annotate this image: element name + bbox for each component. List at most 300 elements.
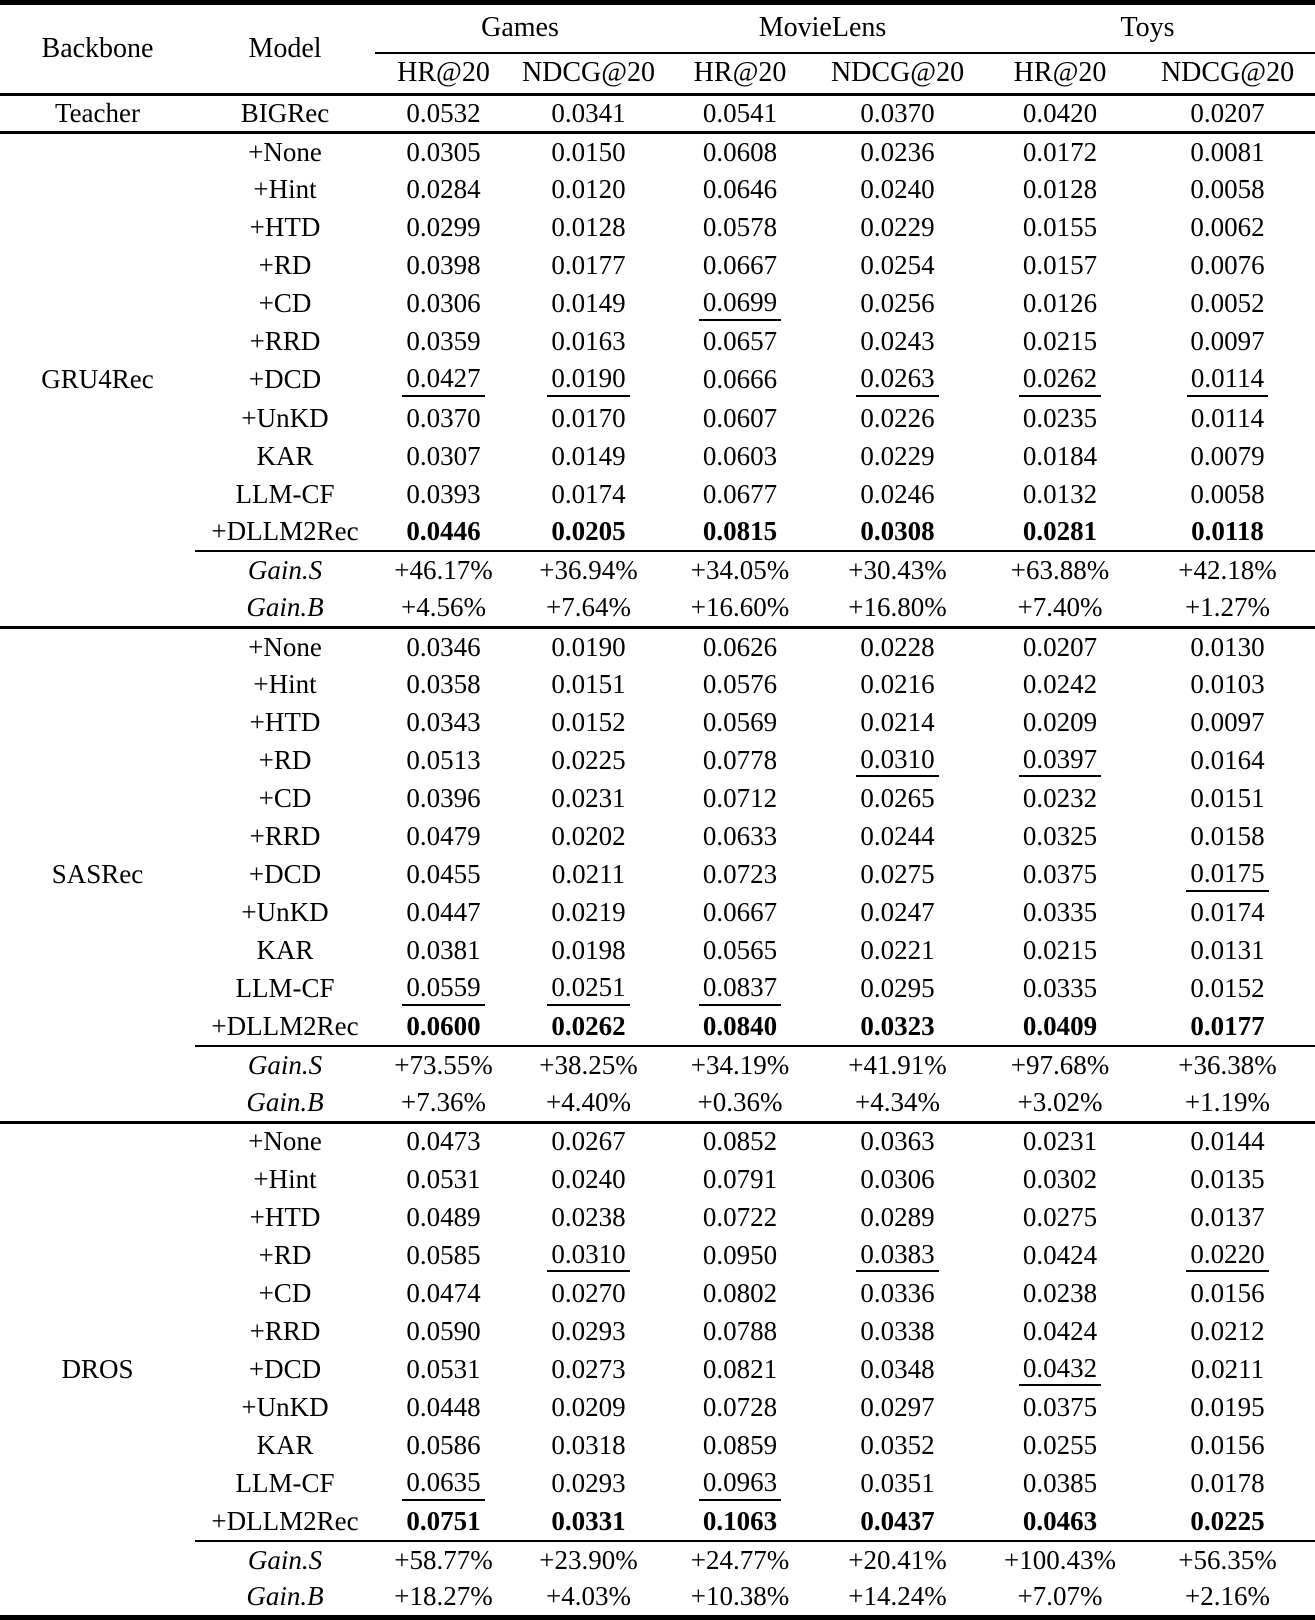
gain-label: Gain.S — [195, 1046, 375, 1084]
metric-value: 0.0778 — [702, 745, 778, 776]
metric-cell — [1140, 247, 1315, 285]
metric-cell — [980, 323, 1140, 361]
metric-cell — [980, 742, 1140, 780]
metric-value: +10.38% — [690, 1581, 790, 1612]
group-header-movielens: MovieLens — [665, 3, 980, 53]
metric-cell — [1140, 704, 1315, 742]
metric-cell — [1140, 1198, 1315, 1236]
metric-cell — [1140, 399, 1315, 437]
metric-cell — [665, 780, 815, 818]
model-label: +CD — [258, 1277, 312, 1308]
metric-value: 0.0207 — [1190, 98, 1265, 129]
metric-cell — [375, 1236, 512, 1274]
gain-label: Gain.S — [195, 1541, 375, 1579]
metric-cell — [375, 1427, 512, 1465]
metric-value: 0.0076 — [1190, 250, 1265, 281]
metric-value: 0.0607 — [702, 402, 778, 433]
metric-value: +18.27% — [394, 1581, 493, 1612]
model-label: +UnKD — [241, 402, 329, 433]
metric-value: +20.41% — [848, 1544, 947, 1575]
metric-value: 0.0532 — [406, 98, 481, 129]
model-label: +HTD — [249, 1201, 321, 1232]
metric-value: 0.0646 — [702, 174, 778, 205]
metric-cell — [375, 780, 512, 818]
metric-cell — [1140, 1427, 1315, 1465]
metric-cell — [375, 704, 512, 742]
metric-value: +7.64% — [546, 592, 631, 623]
metric-value: 0.0325 — [1022, 821, 1098, 852]
metric-value: 0.0318 — [551, 1430, 626, 1461]
metric-cell — [665, 1427, 815, 1465]
metric-value: 0.0170 — [551, 402, 626, 433]
metric-cell — [512, 1046, 665, 1084]
gain-label: Gain.B — [246, 1581, 324, 1612]
table-row — [0, 665, 1315, 703]
metric-value: 0.0398 — [406, 250, 481, 281]
metric-cell — [815, 437, 980, 475]
metric-value: 0.0052 — [1190, 288, 1265, 319]
metric-cell — [375, 551, 512, 589]
metric-cell — [512, 475, 665, 513]
table-row — [0, 627, 1315, 665]
metric-value: 0.0205 — [551, 516, 626, 547]
metric-value: 0.0132 — [1022, 478, 1098, 509]
metric-cell — [375, 209, 512, 247]
metric-value: +4.40% — [546, 1086, 631, 1117]
metric-cell — [665, 1351, 815, 1389]
metric-value: 0.0463 — [1022, 1505, 1098, 1536]
metric-value: 0.0215 — [1022, 935, 1098, 966]
metric-value: +4.34% — [855, 1086, 940, 1117]
metric-cell — [1140, 780, 1315, 818]
metric-value: 0.0263 — [856, 364, 938, 397]
model-label: +Hint — [253, 1163, 317, 1194]
metric-value: 0.0815 — [702, 516, 778, 547]
metric-value: 0.0531 — [406, 1354, 481, 1385]
metric-value: 0.0275 — [1022, 1201, 1098, 1232]
metric-cell — [815, 1389, 980, 1427]
metric-cell — [512, 970, 665, 1008]
model-label: +UnKD — [241, 897, 329, 928]
metric-value: 0.0149 — [551, 288, 626, 319]
metric-value: 0.0306 — [860, 1163, 935, 1194]
metric-value: +56.35% — [1178, 1544, 1277, 1575]
metric-value: 0.0635 — [402, 1468, 484, 1501]
metric-cell — [375, 1160, 512, 1198]
metric-cell — [512, 1236, 665, 1274]
metric-cell — [980, 1160, 1140, 1198]
metric-cell — [665, 247, 815, 285]
metric-value: 0.0240 — [551, 1163, 626, 1194]
metric-value: 0.0058 — [1190, 174, 1265, 205]
metric-value: 0.0432 — [1019, 1354, 1101, 1387]
metric-value: 0.0541 — [702, 98, 778, 129]
metric-cell — [980, 1579, 1140, 1618]
metric-value: 0.0352 — [860, 1430, 935, 1461]
metric-cell — [665, 627, 815, 665]
table-row — [0, 1541, 1315, 1579]
metric-value: 0.0262 — [1019, 364, 1101, 397]
metric-value: 0.0385 — [1022, 1468, 1098, 1499]
metric-value: +30.43% — [848, 555, 947, 586]
metric-cell — [815, 513, 980, 551]
table-row — [0, 1503, 1315, 1541]
metric-cell — [815, 1351, 980, 1389]
metric-value: 0.0152 — [551, 707, 626, 738]
metric-value: 0.0243 — [860, 326, 935, 357]
metric-cell — [375, 932, 512, 970]
model-label: LLM-CF — [235, 973, 335, 1004]
metric-cell — [375, 133, 512, 171]
metric-cell — [980, 1274, 1140, 1312]
group-header-games: Games — [375, 3, 665, 53]
metric-value: 0.0172 — [1022, 136, 1098, 167]
metric-cell — [1140, 133, 1315, 171]
metric-cell — [815, 780, 980, 818]
metric-value: 0.0310 — [547, 1240, 629, 1273]
metric-value: 0.0097 — [1190, 326, 1265, 357]
col-header-backbone: Backbone — [41, 33, 154, 64]
metric-value: 0.0236 — [860, 136, 935, 167]
metric-value: 0.0840 — [702, 1011, 778, 1042]
metric-value: 0.0254 — [860, 250, 935, 281]
metric-cell — [665, 171, 815, 209]
model-label: +RD — [258, 250, 312, 281]
metric-cell — [512, 856, 665, 894]
metric-cell — [1140, 970, 1315, 1008]
metric-value: 0.0267 — [551, 1126, 626, 1157]
metric-cell — [512, 1541, 665, 1579]
metric-value: 0.0293 — [551, 1468, 626, 1499]
metric-value: 0.0251 — [547, 973, 629, 1006]
metric-value: 0.0262 — [551, 1011, 626, 1042]
metric-cell — [815, 932, 980, 970]
metric-cell — [815, 323, 980, 361]
table-row — [0, 970, 1315, 1008]
metric-value: +2.16% — [1185, 1581, 1270, 1612]
metric-value: +36.94% — [539, 555, 638, 586]
metric-cell — [815, 95, 980, 133]
metric-cell — [1140, 1503, 1315, 1541]
metric-value: 0.0393 — [406, 478, 481, 509]
model-label: +DLLM2Rec — [211, 1011, 359, 1042]
table-row — [0, 1008, 1315, 1046]
metric-cell — [512, 780, 665, 818]
col-header-movielens-hr20: HR@20 — [693, 57, 787, 89]
metric-value: 0.0424 — [1022, 1316, 1098, 1347]
metric-value: 0.0723 — [702, 859, 778, 890]
metric-cell — [1140, 1351, 1315, 1389]
metric-cell — [512, 665, 665, 703]
metric-cell — [665, 1046, 815, 1084]
backbone-label: Teacher — [0, 95, 195, 133]
metric-value: 0.0221 — [860, 935, 935, 966]
table-row — [0, 1579, 1315, 1618]
metric-cell — [980, 285, 1140, 323]
metric-cell — [665, 1008, 815, 1046]
metric-value: 0.0238 — [1022, 1277, 1098, 1308]
metric-cell — [375, 1541, 512, 1579]
metric-cell — [815, 704, 980, 742]
metric-value: 0.1063 — [702, 1505, 778, 1536]
table-row — [0, 1427, 1315, 1465]
metric-value: 0.0447 — [406, 897, 481, 928]
metric-cell — [375, 627, 512, 665]
metric-value: 0.0852 — [702, 1126, 778, 1157]
metric-cell — [1140, 475, 1315, 513]
metric-value: 0.0212 — [1190, 1316, 1265, 1347]
metric-value: 0.0343 — [406, 707, 481, 738]
metric-value: 0.0375 — [1022, 1392, 1098, 1423]
metric-value: 0.0306 — [406, 288, 481, 319]
metric-cell — [512, 1465, 665, 1503]
metric-value: 0.0788 — [702, 1316, 778, 1347]
table-row — [0, 742, 1315, 780]
metric-cell — [815, 1084, 980, 1122]
table-row — [0, 551, 1315, 589]
model-label: +None — [195, 1122, 375, 1160]
metric-value: 0.0348 — [860, 1354, 935, 1385]
model-label: +DLLM2Rec — [211, 516, 359, 547]
metric-cell — [1140, 285, 1315, 323]
metric-cell — [665, 932, 815, 970]
metric-cell — [375, 247, 512, 285]
metric-value: 0.0335 — [1022, 973, 1098, 1004]
metric-value: 0.0228 — [860, 631, 935, 662]
metric-cell — [815, 209, 980, 247]
table-row — [0, 513, 1315, 551]
metric-cell — [980, 1046, 1140, 1084]
table-row — [0, 818, 1315, 856]
metric-cell — [665, 1084, 815, 1122]
metric-value: 0.0255 — [1022, 1430, 1098, 1461]
metric-cell — [815, 171, 980, 209]
metric-cell — [815, 551, 980, 589]
metric-cell — [980, 1351, 1140, 1389]
metric-cell — [980, 818, 1140, 856]
metric-cell — [980, 513, 1140, 551]
model-label: +HTD — [249, 707, 321, 738]
metric-value: 0.0370 — [860, 98, 935, 129]
metric-value: 0.0209 — [551, 1392, 626, 1423]
col-header-toys-ndcg20: NDCG@20 — [1160, 57, 1295, 89]
metric-cell — [815, 856, 980, 894]
metric-value: 0.0216 — [860, 668, 935, 699]
metric-value: +46.17% — [394, 555, 493, 586]
metric-cell — [1140, 361, 1315, 399]
metric-value: 0.0513 — [406, 745, 481, 776]
metric-value: 0.0299 — [406, 212, 481, 243]
metric-value: 0.0375 — [1022, 859, 1098, 890]
metric-value: 0.0363 — [860, 1126, 935, 1157]
metric-value: 0.0120 — [551, 174, 626, 205]
metric-value: +100.43% — [1004, 1544, 1116, 1575]
metric-value: 0.0633 — [702, 821, 778, 852]
table-row — [0, 856, 1315, 894]
metric-cell — [980, 209, 1140, 247]
table-row — [0, 1160, 1315, 1198]
metric-value: 0.0293 — [551, 1316, 626, 1347]
metric-value: +34.19% — [690, 1050, 790, 1081]
model-label: +RD — [258, 745, 312, 776]
metric-cell — [375, 1503, 512, 1541]
metric-cell — [1140, 665, 1315, 703]
model-label: KAR — [256, 1430, 314, 1461]
table-row — [0, 475, 1315, 513]
table-row — [0, 1313, 1315, 1351]
metric-value: 0.0126 — [1022, 288, 1098, 319]
metric-value: 0.0963 — [699, 1468, 781, 1501]
metric-cell — [1140, 171, 1315, 209]
table-row — [0, 95, 1315, 133]
metric-cell — [815, 742, 980, 780]
metric-value: 0.0446 — [406, 516, 481, 547]
table-row — [0, 437, 1315, 475]
metric-cell — [815, 1313, 980, 1351]
metric-cell — [375, 171, 512, 209]
metric-cell — [980, 894, 1140, 932]
metric-value: 0.0211 — [551, 859, 626, 890]
metric-cell — [1140, 1236, 1315, 1274]
model-label: +RD — [258, 1239, 312, 1270]
table-row — [0, 1198, 1315, 1236]
metric-cell — [815, 818, 980, 856]
table-row — [0, 1351, 1315, 1389]
metric-value: 0.0184 — [1022, 440, 1098, 471]
metric-cell — [512, 1122, 665, 1160]
metric-value: 0.0178 — [1190, 1468, 1265, 1499]
table-row — [0, 589, 1315, 627]
metric-cell — [1140, 1046, 1315, 1084]
table-header — [0, 3, 1315, 95]
metric-value: 0.0062 — [1190, 212, 1265, 243]
metric-value: 0.0448 — [406, 1392, 481, 1423]
metric-cell — [1140, 1160, 1315, 1198]
metric-value: 0.0211 — [1190, 1354, 1265, 1385]
metric-cell — [512, 1503, 665, 1541]
metric-value: 0.0128 — [551, 212, 626, 243]
metric-cell — [512, 285, 665, 323]
metric-value: 0.0114 — [1190, 402, 1265, 433]
metric-value: 0.0297 — [860, 1392, 935, 1423]
metric-value: 0.0244 — [860, 821, 935, 852]
metric-cell — [512, 932, 665, 970]
metric-cell — [1140, 209, 1315, 247]
metric-value: 0.0585 — [406, 1239, 481, 1270]
metric-value: 0.0214 — [860, 707, 935, 738]
metric-cell — [512, 247, 665, 285]
metric-cell — [512, 1313, 665, 1351]
metric-cell — [815, 665, 980, 703]
table-row — [0, 209, 1315, 247]
metric-cell — [815, 970, 980, 1008]
metric-cell — [375, 1274, 512, 1312]
table-row — [0, 894, 1315, 932]
metric-value: 0.0479 — [406, 821, 481, 852]
metric-value: 0.0489 — [406, 1201, 481, 1232]
metric-value: 0.0150 — [551, 136, 626, 167]
metric-cell — [375, 285, 512, 323]
metric-value: 0.0207 — [1022, 631, 1098, 662]
metric-cell — [1140, 1389, 1315, 1427]
metric-value: 0.0058 — [1190, 478, 1265, 509]
metric-value: 0.0295 — [860, 973, 935, 1004]
metric-value: 0.0722 — [702, 1201, 778, 1232]
metric-value: 0.0281 — [1022, 516, 1098, 547]
metric-cell — [512, 589, 665, 627]
model-label: +RRD — [249, 821, 321, 852]
metric-value: 0.0128 — [1022, 174, 1098, 205]
metric-value: +24.77% — [690, 1544, 790, 1575]
metric-value: 0.0103 — [1190, 668, 1265, 699]
metric-value: +16.60% — [690, 592, 790, 623]
metric-value: 0.0341 — [551, 98, 626, 129]
col-header-games-hr20: HR@20 — [397, 57, 490, 89]
metric-value: 0.0220 — [1186, 1240, 1268, 1273]
metric-cell — [512, 437, 665, 475]
metric-cell — [665, 95, 815, 133]
table-row — [0, 704, 1315, 742]
metric-value: 0.0302 — [1022, 1163, 1098, 1194]
metric-cell — [375, 399, 512, 437]
metric-cell — [375, 970, 512, 1008]
metric-cell — [375, 1046, 512, 1084]
gain-label: Gain.S — [195, 551, 375, 589]
metric-cell — [1140, 1274, 1315, 1312]
backbone-label: GRU4Rec — [0, 133, 195, 628]
metric-value: 0.0397 — [1019, 745, 1101, 778]
metric-value: 0.0242 — [1022, 668, 1098, 699]
metric-value: 0.0370 — [406, 402, 481, 433]
metric-cell — [512, 1084, 665, 1122]
metric-cell — [375, 1008, 512, 1046]
metric-value: 0.0235 — [1022, 402, 1098, 433]
metric-cell — [665, 513, 815, 551]
table-row — [0, 1465, 1315, 1503]
metric-value: +4.03% — [546, 1581, 631, 1612]
metric-cell — [512, 323, 665, 361]
metric-cell — [375, 589, 512, 627]
metric-value: 0.0156 — [1190, 1277, 1265, 1308]
metric-cell — [665, 589, 815, 627]
metric-cell — [375, 437, 512, 475]
metric-value: 0.0232 — [1022, 783, 1098, 814]
table-row — [0, 932, 1315, 970]
metric-value: 0.0657 — [702, 326, 778, 357]
metric-value: 0.0565 — [702, 935, 778, 966]
metric-cell — [512, 1274, 665, 1312]
gain-label: Gain.B — [246, 592, 324, 623]
model-label: KAR — [256, 935, 314, 966]
metric-value: +3.02% — [1017, 1086, 1103, 1117]
metric-cell — [815, 361, 980, 399]
metric-value: 0.0381 — [406, 935, 481, 966]
metric-cell — [815, 1465, 980, 1503]
metric-value: 0.0131 — [1190, 935, 1265, 966]
metric-cell — [512, 1008, 665, 1046]
metric-value: 0.0600 — [406, 1011, 481, 1042]
metric-value: 0.0226 — [860, 402, 935, 433]
metric-value: 0.0209 — [1022, 707, 1098, 738]
model-label: KAR — [256, 440, 314, 471]
metric-value: 0.0351 — [860, 1468, 935, 1499]
metric-value: 0.0273 — [551, 1354, 626, 1385]
table-row — [0, 361, 1315, 399]
backbone-label: DROS — [0, 1122, 195, 1617]
metric-cell — [512, 133, 665, 171]
metric-value: 0.0177 — [551, 250, 626, 281]
metric-value: 0.0225 — [1190, 1505, 1265, 1536]
